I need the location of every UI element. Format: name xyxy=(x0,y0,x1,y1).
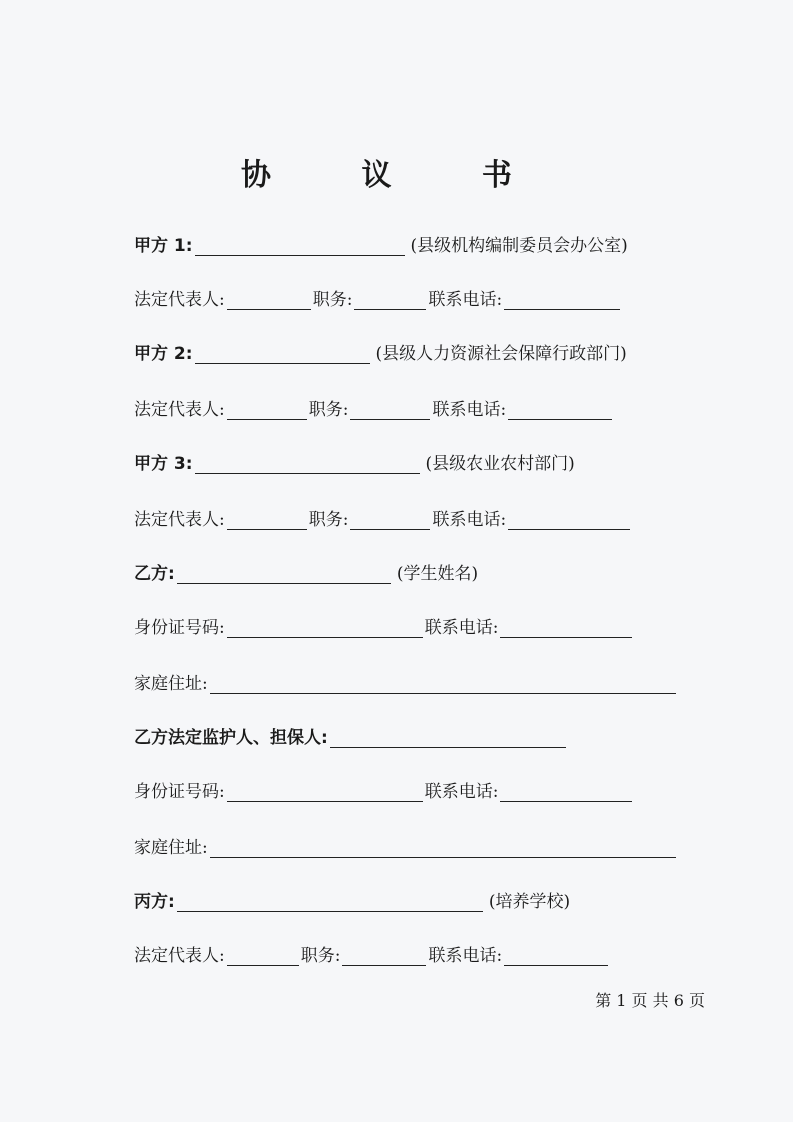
phone-field[interactable] xyxy=(500,617,632,638)
position-field[interactable] xyxy=(354,289,426,310)
party-c-note: (培养学校) xyxy=(488,892,571,912)
party-b-address-row xyxy=(134,668,678,694)
id-number-field[interactable] xyxy=(227,781,423,802)
id-number-field[interactable] xyxy=(227,617,423,638)
legal-rep-label: 法定代表人: xyxy=(134,510,225,530)
party-b-note: (学生姓名) xyxy=(396,564,479,584)
phone-label: 联系电话: xyxy=(432,400,507,420)
party-a1-note: (县级机构编制委员会办公室) xyxy=(410,236,628,256)
party-a1-contact-row xyxy=(134,284,622,310)
guardian-field[interactable] xyxy=(330,727,566,748)
party-a3-label: 甲方 3: xyxy=(134,454,193,474)
address-field[interactable] xyxy=(210,837,676,858)
guardian-address-row xyxy=(134,832,678,858)
address-field[interactable] xyxy=(210,673,676,694)
party-b-label: 乙方: xyxy=(134,564,175,584)
document-title: 协 议 书 xyxy=(241,158,552,193)
position-label: 职务: xyxy=(300,946,341,966)
id-number-label: 身份证号码: xyxy=(134,782,225,802)
phone-label: 联系电话: xyxy=(424,782,499,802)
phone-label: 联系电话: xyxy=(428,290,503,310)
phone-field[interactable] xyxy=(508,399,612,420)
party-a2-label: 甲方 2: xyxy=(134,344,193,364)
legal-rep-field[interactable] xyxy=(227,509,307,530)
party-a2-note: (县级人力资源社会保障行政部门) xyxy=(375,344,627,364)
party-a3-note: (县级农业农村部门) xyxy=(425,454,575,474)
party-a3-row xyxy=(134,448,575,474)
legal-rep-label: 法定代表人: xyxy=(134,400,225,420)
position-field[interactable] xyxy=(350,509,430,530)
phone-field[interactable] xyxy=(504,945,608,966)
party-a2-contact-row xyxy=(134,394,614,420)
address-label: 家庭住址: xyxy=(134,674,208,694)
party-a1-label: 甲方 1: xyxy=(134,236,193,256)
party-a3-contact-row xyxy=(134,504,632,530)
party-a1-row xyxy=(134,230,628,256)
phone-field[interactable] xyxy=(500,781,632,802)
party-c-label: 丙方: xyxy=(134,892,175,912)
position-label: 职务: xyxy=(308,510,349,530)
party-b-row xyxy=(134,558,478,584)
legal-rep-label: 法定代表人: xyxy=(134,290,225,310)
legal-rep-field[interactable] xyxy=(227,945,299,966)
party-c-field[interactable] xyxy=(177,891,483,912)
position-field[interactable] xyxy=(350,399,430,420)
page-number: 第 1 页 共 6 页 xyxy=(595,991,705,1010)
guardian-id-row xyxy=(134,776,634,802)
phone-label: 联系电话: xyxy=(432,510,507,530)
phone-label: 联系电话: xyxy=(424,618,499,638)
party-a2-field[interactable] xyxy=(195,343,370,364)
party-c-contact-row xyxy=(134,940,610,966)
phone-field[interactable] xyxy=(508,509,630,530)
id-number-label: 身份证号码: xyxy=(134,618,225,638)
legal-rep-field[interactable] xyxy=(227,289,311,310)
phone-label: 联系电话: xyxy=(428,946,503,966)
position-field[interactable] xyxy=(342,945,426,966)
guardian-row xyxy=(134,722,568,748)
position-label: 职务: xyxy=(308,400,349,420)
party-a1-field[interactable] xyxy=(195,235,405,256)
legal-rep-field[interactable] xyxy=(227,399,307,420)
legal-rep-label: 法定代表人: xyxy=(134,946,225,966)
phone-field[interactable] xyxy=(504,289,620,310)
party-c-row xyxy=(134,886,570,912)
guardian-label: 乙方法定监护人、担保人: xyxy=(134,728,328,748)
party-b-id-row xyxy=(134,612,634,638)
address-label: 家庭住址: xyxy=(134,838,208,858)
party-a3-field[interactable] xyxy=(195,453,420,474)
party-a2-row xyxy=(134,338,627,364)
position-label: 职务: xyxy=(312,290,353,310)
party-b-field[interactable] xyxy=(177,563,391,584)
